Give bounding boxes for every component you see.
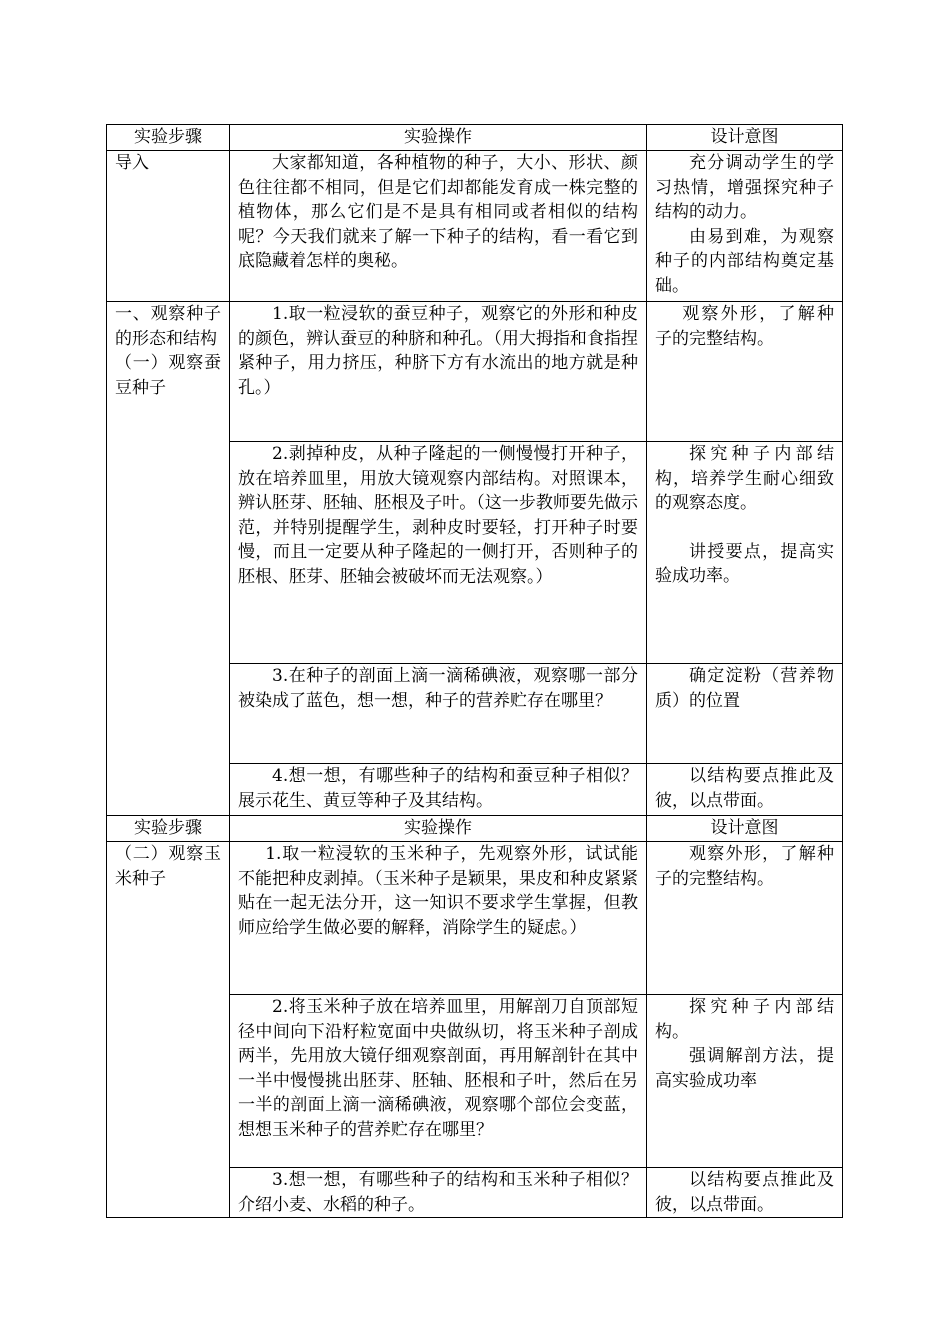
- intent-text-2: 强调解剖方法，提高实验成功率: [655, 1046, 834, 1091]
- operation-text: 3.在种子的剖面上滴一滴稀碘液，观察哪一部分被染成了蓝色，想一想，种子的营养贮存在哪里？: [238, 666, 638, 711]
- intent-cell: [647, 302, 843, 442]
- section-two-step-cell: [107, 842, 230, 1218]
- operation-text: 2.将玉米种子放在培养皿里，用解剖刀自顶部短径中间向下沿籽粒宽面中央做纵切，将玉米种子剖成两半，先用放大镜仔细观察剖面，再用解剖针在其中一半中慢慢挑出胚芽、胚轴、胚根和子叶，然后在另一半的剖面上滴一滴稀碘液，观察哪个部位会变蓝，想想玉米种子的营养贮存在哪里？: [238, 997, 638, 1140]
- table-row: [107, 151, 843, 302]
- intent-text: 观察外形，了解种子的完整结构。: [655, 844, 834, 889]
- operation-cell: [230, 764, 647, 816]
- table-header-row: [107, 125, 843, 151]
- intro-step: 导入: [115, 153, 149, 173]
- operation-cell: [230, 1168, 647, 1218]
- intent-text: 探究种子内部结构。: [655, 997, 834, 1042]
- table-row: [107, 842, 843, 995]
- header-operation: 实验操作: [230, 125, 647, 151]
- intent-cell: [647, 664, 843, 764]
- header-operation: 实验操作: [230, 816, 647, 842]
- section-one-sub: （一）观察蚕豆种子: [115, 353, 221, 398]
- intent-text: 确定淀粉（营养物质）的位置: [655, 666, 834, 711]
- operation-cell: [230, 302, 647, 442]
- table-header-row: [107, 816, 843, 842]
- operation-text: 4.想一想，有哪些种子的结构和蚕豆种子相似？展示花生、黄豆等种子及其结构。: [238, 766, 638, 811]
- operation-cell: [230, 842, 647, 995]
- header-intent: 设计意图: [647, 816, 843, 842]
- operation-cell: [230, 442, 647, 664]
- intent-cell: [647, 442, 843, 664]
- intent-text: 探究种子内部结构，培养学生耐心细致的观察态度。: [655, 444, 834, 514]
- table-row: [107, 302, 843, 442]
- header-step: 实验步骤: [107, 125, 230, 151]
- intro-operation-cell: [230, 151, 647, 302]
- operation-text: 2.剥掉种皮，从种子隆起的一侧慢慢打开种子，放在培养皿里，用放大镜观察内部结构。对照课本，辨认胚芽、胚轴、胚根及子叶。（这一步教师要先做示范，并特别提醒学生，剥种皮时要轻，打开种子时要慢，而且一定要从种子隆起的一侧打开，否则种子的胚根、胚芽、胚轴会被破坏而无法观察。）: [238, 444, 638, 587]
- lesson-plan-table: [106, 124, 843, 1218]
- intro-intent-cell: [647, 151, 843, 302]
- intro-intent-2: 由易到难，为观察种子的内部结构奠定基础。: [655, 226, 834, 296]
- section-one-step-cell: [107, 302, 230, 816]
- intent-cell: [647, 764, 843, 816]
- intent-text-2: 讲授要点，提高实验成功率。: [655, 541, 834, 587]
- operation-text: 1.取一粒浸软的蚕豆种子，观察它的外形和种皮的颜色，辨认蚕豆的种脐和种孔。（用大拇指和食指捏紧种子，用力挤压，种脐下方有水流出的地方就是种孔。）: [238, 304, 638, 398]
- section-one-title: 一、观察种子的形态和结构: [115, 304, 221, 349]
- header-step: 实验步骤: [107, 816, 230, 842]
- intent-text: 以结构要点推此及彼，以点带面。: [655, 1170, 834, 1215]
- intent-text: 观察外形，了解种子的完整结构。: [655, 304, 834, 349]
- operation-text: 3.想一想，有哪些种子的结构和玉米种子相似？介绍小麦、水稻的种子。: [238, 1170, 638, 1215]
- header-intent: 设计意图: [647, 125, 843, 151]
- operation-cell: [230, 664, 647, 764]
- operation-text: 1.取一粒浸软的玉米种子，先观察外形，试试能不能把种皮剥掉。（玉米种子是颖果，果皮和种皮紧紧贴在一起无法分开，这一知识不要求学生掌握，但教师应给学生做必要的解释，消除学生的疑虑。）: [238, 844, 638, 938]
- intent-text: 以结构要点推此及彼，以点带面。: [655, 766, 834, 811]
- intro-intent-1: 充分调动学生的学习热情，增强探究种子结构的动力。: [655, 153, 834, 223]
- section-two-title: （二）观察玉米种子: [115, 844, 221, 889]
- intent-cell: [647, 995, 843, 1168]
- intent-cell: [647, 1168, 843, 1218]
- intro-operation: 大家都知道，各种植物的种子，大小、形状、颜色往往都不相同，但是它们却都能发育成一株完整的植物体，那么它们是不是具有相同或者相似的结构呢？今天我们就来了解一下种子的结构，看一看它到底隐藏着怎样的奥秘。: [238, 153, 638, 272]
- intro-step-cell: [107, 151, 230, 302]
- operation-cell: [230, 995, 647, 1168]
- intent-cell: [647, 842, 843, 995]
